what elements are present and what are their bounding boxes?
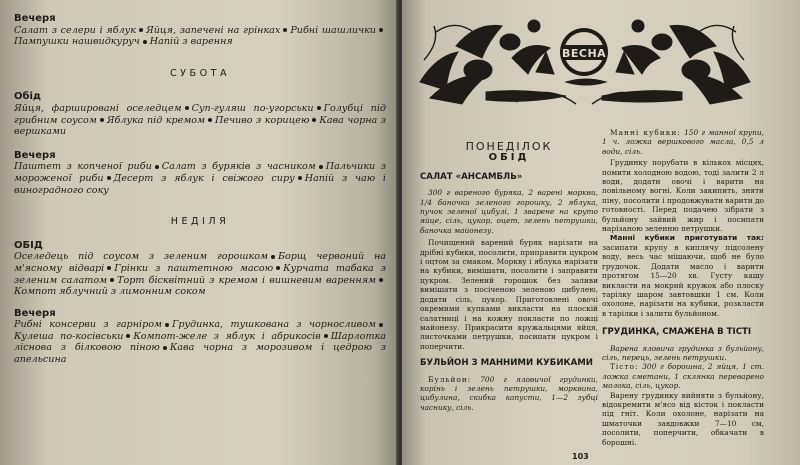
sunday-day-heading: НЕДІЛЯ <box>170 216 230 228</box>
bullet-icon <box>379 28 383 32</box>
menu-item: Салат з буряків з часником <box>161 161 316 173</box>
bullet-icon <box>312 118 316 122</box>
bullet-icon <box>143 40 147 44</box>
saturday-day-heading: СУБОТА <box>169 67 231 79</box>
right-page <box>402 0 800 465</box>
menu-item: Печиво з корицею <box>215 114 310 126</box>
bullet-icon <box>317 106 321 110</box>
cubes-method <box>602 233 764 318</box>
menu-item: Десерт з яблук і свіжого сиру <box>113 172 295 184</box>
broth-ingredients <box>420 375 598 413</box>
bullet-icon <box>379 278 383 282</box>
bullet-icon <box>155 165 159 169</box>
menu-item: Паштет з копченої риби <box>14 161 152 173</box>
dough-text: 300 г борошна, 2 яйця, 1 ст. ложка сметани, 1 склянка переварено молока, сіль, цукор. <box>602 362 764 391</box>
bullet-icon <box>126 334 130 338</box>
recipe-method: Грудинку порубати в кількох місцях, помити холодною водою, тоді залити 2 л води, додати овочі і варити на повільному вогні. Коли закипить, зняти піну, посолити і продовжувати варити до готовності. Перед подачею зібрати з бульйону зайвий жир і посипати нарізаною зеленню петрушки. <box>602 158 764 234</box>
friday-supper-list <box>14 25 386 48</box>
menu-item: Компот яблучний з лимонним соком <box>14 286 206 298</box>
menu-item: Пампушки нашвидкуруч <box>14 36 140 48</box>
menu-item: Суп-гуляш по-угорськи <box>191 102 314 114</box>
bullet-icon <box>271 255 275 259</box>
recipe-ingredients: Варена яловича грудинка з бульйону, сіль, перець, зелень петрушки. <box>602 343 764 362</box>
menu-item: Борщ червоний на м'ясному відварі <box>14 251 386 274</box>
recipe-title: ГРУДИНКА, СМАЖЕНА В ТІСТІ <box>602 327 752 338</box>
bullet-icon <box>276 266 280 270</box>
menu-item: Грінки з паштетною масою <box>114 262 274 274</box>
recipe-title: БУЛЬЙОН З МАННИМИ КУБИКАМИ <box>420 358 593 369</box>
menu-item: Кава чорна з морозивом і цедрою з апельсина <box>14 342 386 366</box>
recipe-title: САЛАТ «АНСАМБЛЬ» <box>420 171 523 182</box>
menu-item: Яйця, запечені на грінках <box>145 24 281 36</box>
saturday-supper-list <box>14 161 386 196</box>
menu-item: Яйця, фаршировані оселедцем <box>14 102 182 114</box>
bullet-icon <box>163 346 167 350</box>
bullet-icon <box>139 28 143 32</box>
menu-item: Компот-желе з яблук і абрикосів <box>133 330 321 342</box>
bullet-icon <box>283 28 287 32</box>
right-column-2 <box>602 128 764 447</box>
cubes-label: Манні кубики: <box>610 128 681 137</box>
menu-item: Напій з чаю і виноградного соку <box>14 172 386 196</box>
bullet-icon <box>298 176 302 180</box>
day-title: ПОНЕДІЛОК <box>465 140 553 153</box>
bullet-icon <box>185 106 189 110</box>
menu-item: Курчата табака з зеленим салатом <box>14 262 387 286</box>
sunday-supper-list <box>14 319 386 365</box>
sunday-lunch-heading: ОБІД <box>14 239 43 251</box>
menu-item: Яблука під кремом <box>106 114 206 126</box>
menu-item: Напій з варення <box>149 36 233 48</box>
recipe-method: Почищений варений буряк нарізати на дрібні кубики, посолити, приправити цукром і оцтом за смаком. Моркву і яблука нарізати на кубики, вимішати, посолити і заправити цукром. Зелений горошок без заливи вимішати з посіченою зеленою цибулею, додати сіль, цукор. Приготовлені овочі окремими купками викласти на плоскій салатниці і на кожну покласти по ложці майонезу. Прикрасити кружальцями яйця, листочками петрушки, посипати цукром і поперчити. <box>420 238 598 351</box>
menu-item: Торт бісквітний з кремом і вишневим варенням <box>117 274 377 286</box>
cubes-text: 150 г манної крупи, 1 ч. ложка вершкового масла, 0,5 л води, сіль. <box>602 128 764 156</box>
broth-label: Бульйон: <box>428 374 472 384</box>
menu-item: Грудинка, тушкована з чорносливом <box>171 319 376 331</box>
menu-item: Рибні шашлички <box>290 24 376 36</box>
sunday-supper-heading: Вечеря <box>14 307 56 319</box>
bullet-icon <box>319 165 323 169</box>
menu-item: Шарлотка ліснова з білковою піною <box>14 330 386 354</box>
right-column-1 <box>420 142 598 412</box>
menu-item: Салат з селери і яблук <box>14 24 136 36</box>
bullet-icon <box>107 266 111 270</box>
menu-item: Оселедець під соусом з зеленим горошком <box>14 251 268 263</box>
friday-supper-heading: Вечеря <box>14 13 56 24</box>
saturday-lunch-list <box>14 103 386 138</box>
banner-label: ВЕСНА <box>562 47 607 60</box>
bullet-icon <box>324 334 328 338</box>
menu-item: Рибні консерви з гарніром <box>14 319 162 331</box>
menu-item: Кулеша по-косівськи <box>14 330 124 342</box>
saturday-supper-heading: Вечеря <box>14 149 56 161</box>
menu-item: Кава чорна з вершками <box>14 114 386 138</box>
recipe-method: Варену грудинку вийняти з бульйону, відокремити м'ясо від кісток і покласти під гніт. Коли охолоне, нарізати на шматочки завдовжки 7—10 см, посолити, поперчити, обкачати в борошні. <box>602 390 764 447</box>
bullet-icon <box>107 176 111 180</box>
dough-label: Тісто: <box>610 362 639 372</box>
dough-ingredients <box>602 362 764 390</box>
bullet-icon <box>110 278 114 282</box>
bullet-icon <box>165 323 169 327</box>
sunday-lunch-list <box>14 251 386 297</box>
prep-label: Манні кубики приготувати так: <box>610 233 764 243</box>
saturday-lunch-heading: Обід <box>14 91 41 103</box>
bullet-icon <box>100 118 104 122</box>
page-number: 103 <box>572 452 589 461</box>
meal-title: ОБІД <box>488 152 530 164</box>
cubes-ingredients <box>602 128 764 156</box>
bullet-icon <box>208 118 212 122</box>
bullet-icon <box>379 323 383 327</box>
menu-item: Голубці під грибним соусом <box>14 102 386 126</box>
prep-text: засипати крупу в киплячу підсолену воду, весь час мішаючи, щоб не було грудочок. Додати масло і варити протягом 15—20 хв. Густу кашу викласти на мокрий кружок або плоску тарілку шаром завтовшки 1 см. Коли охолоне, нарізати на кубики, розкласти в тарілки і залити бульйоном. <box>602 242 764 318</box>
broth-text: 700 г яловичої грудинки, корінь і зелень петрушки, морквина, цибулина, скибка капусти, 1—2 зубці часнику, сіль. <box>420 374 598 412</box>
left-column <box>14 10 386 366</box>
left-page <box>0 0 398 465</box>
recipe-ingredients: 300 г вареного буряка, 2 варені моркви, 1/4 баночки зеленого горошку, 2 яблука, пучок зеленої цибулі, 1 зварене на круто яйце, сіль, цукор, оцет, зелень петрушки, баночка майонезу. <box>420 188 598 235</box>
menu-item: Пальчики з мороженої риби <box>14 161 387 184</box>
